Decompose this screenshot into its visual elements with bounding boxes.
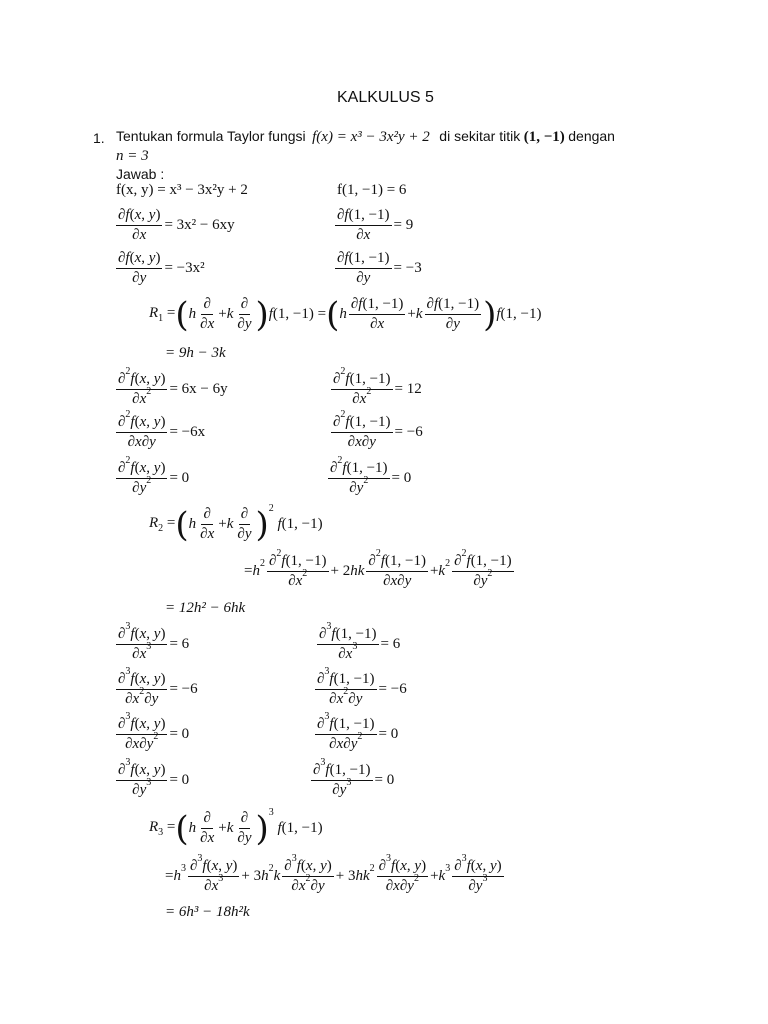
question-function: f(x) = x³ − 3x²y + 2 — [312, 129, 430, 145]
eq-fxx-right-row: $\frac{\partial^2f(1, -1)}{\partial x^2}$ = 12 — [333, 366, 422, 407]
r1-formula: $R_1$ = ( h $\frac{\partial}{\partial x}$ + k $\frac{\partial}{\partial y}$ ) f (1, −1) = ( h $\frac{\partial f(1, -1)}{\partial x}$ + k $\frac{\partial f(1, -1)}{\partial y}$ ) f (1, −1) — [149, 294, 542, 335]
question-text-b: di sekitar titik — [439, 128, 521, 144]
eq-fxx-left-row: $\frac{\partial^2f(x, y)}{\partial x^2}$ = 6x − 6y — [118, 366, 228, 407]
eq-fxxy-left-row: $\frac{\partial^3f(x, y)}{\partial x^2\partial y}$ = −6 — [118, 666, 198, 707]
eq-fxxx-left-row: $\frac{\partial^3f(x, y)}{\partial x^3}$ = 6 — [118, 621, 190, 662]
eq-fyyy-left: = 0 — [169, 772, 190, 788]
question-number: 1. — [93, 130, 105, 146]
page-title: KALKULUS 5 — [337, 89, 434, 106]
eq-fxyy-right: = 0 — [378, 726, 399, 742]
eq-fx-left: = 3x² − 6xy — [164, 217, 235, 233]
eq-fxxx-right: = 6 — [380, 636, 401, 652]
eq-fxxy-right: = −6 — [378, 681, 407, 697]
r2-formula: $R_2$ = ( h $\frac{\partial}{\partial x}$ + k $\frac{\partial}{\partial y}$ ) 2 f (1, −1) — [149, 503, 323, 545]
eq-fy-left-row — [114, 250, 205, 287]
frac-fy-at-point: $\frac{\partial f(1, -1)}{\partial y}$ — [337, 250, 390, 286]
eq-fyy-left: = 0 — [169, 470, 190, 486]
eq-fx-right: = 9 — [393, 217, 414, 233]
eq-fy-right: = −3 — [393, 260, 422, 276]
eq-fxyy-left: = 0 — [169, 726, 190, 742]
eq-fxy-left-row: $\frac{\partial^2f(x, y)}{\partial x\partial y}$ = −6x — [118, 409, 206, 450]
question-text-c: dengan — [568, 128, 615, 144]
r2-result: = 12h² − 6hk — [165, 600, 246, 616]
answer-label: Jawab : — [116, 166, 165, 182]
question-n: n = 3 — [116, 148, 149, 164]
eq-fyy-right-row: $\frac{\partial^2f(1, -1)}{\partial y^2}$ = 0 — [330, 455, 412, 496]
eq-fxy-right: = −6 — [394, 424, 423, 440]
frac-fx-at-point: $\frac{\partial f(1, -1)}{\partial x}$ — [337, 207, 390, 243]
eq-fy-left: = −3x² — [164, 260, 205, 276]
eq-fxyy-left-row: $\frac{\partial^3f(x, y)}{\partial x\partial y^2}$ = 0 — [118, 711, 190, 752]
eq-fxxy-right-row: $\frac{\partial^3f(1, -1)}{\partial x^2\partial y}$ = −6 — [317, 666, 407, 707]
r2-expansion: = h 2 $\frac{\partial^2f(1, -1)}{\partial x^2}$ + 2 hk $\frac{\partial^2f(1, -1)}{\partial x\partial y}$ + k 2 $\frac{\partial^2f(1, -1)}{\partial y^2}$ — [244, 548, 512, 589]
eq-fxxx-left: = 6 — [169, 636, 190, 652]
r3-expansion: = h 3 $\frac{\partial^3f(x, y)}{\partial x^3}$ + 3 h 2 k $\frac{\partial^3f(x, y)}{\partial x^2\partial y}$ + 3 hk 2 $\frac{\partial^3f(x, y)}{\partial x\partial y^2}$ + k 3 $\frac{\partial^3f(x, y)}{\partial y^3}$ — [165, 853, 502, 894]
eq-fxy-left: = −6x — [169, 424, 206, 440]
eq-fyy-right: = 0 — [391, 470, 412, 486]
eq-fxx-right: = 12 — [394, 381, 422, 397]
r3-formula: $R_3$ = ( h $\frac{\partial}{\partial x}$ + k $\frac{\partial}{\partial y}$ ) 3 f (1, −1) — [149, 807, 323, 849]
question-line — [116, 128, 615, 146]
eq-f-right: f(1, −1) = 6 — [337, 182, 407, 198]
frac-fy: $\frac{\partial f(x, y)}{\partial y}$ — [118, 250, 161, 286]
r1-result: = 9h − 3k — [165, 345, 226, 361]
eq-f-left: f(x, y) = x³ − 3x²y + 2 — [116, 182, 248, 198]
eq-fxyy-right-row: $\frac{\partial^3f(1, -1)}{\partial x\partial y^2}$ = 0 — [317, 711, 399, 752]
eq-fyy-left-row: $\frac{\partial^2f(x, y)}{\partial y^2}$ = 0 — [118, 455, 190, 496]
eq-fy-right-row — [333, 250, 422, 287]
question-text-a: Tentukan formula Taylor fungsi — [116, 128, 306, 144]
eq-fx-right-row — [333, 207, 413, 244]
eq-fyyy-right-row: $\frac{\partial^3f(1, -1)}{\partial y^3}$ = 0 — [313, 757, 395, 798]
eq-fxy-right-row: $\frac{\partial^2f(1, -1)}{\partial x\partial y}$ = −6 — [333, 409, 423, 450]
eq-fxxx-right-row: $\frac{\partial^3f(1, -1)}{\partial x^3}$ = 6 — [319, 621, 401, 662]
frac-fx: $\frac{\partial f(x, y)}{\partial x}$ — [118, 207, 161, 243]
eq-fxx-left: = 6x − 6y — [169, 381, 228, 397]
question-point: (1, −1) — [523, 129, 565, 145]
eq-fyyy-right: = 0 — [374, 772, 395, 788]
eq-fyyy-left-row: $\frac{\partial^3f(x, y)}{\partial y^3}$ = 0 — [118, 757, 190, 798]
eq-fx-left-row — [114, 207, 235, 244]
eq-fxxy-left: = −6 — [169, 681, 198, 697]
r3-result: = 6h³ − 18h²k — [165, 904, 250, 920]
